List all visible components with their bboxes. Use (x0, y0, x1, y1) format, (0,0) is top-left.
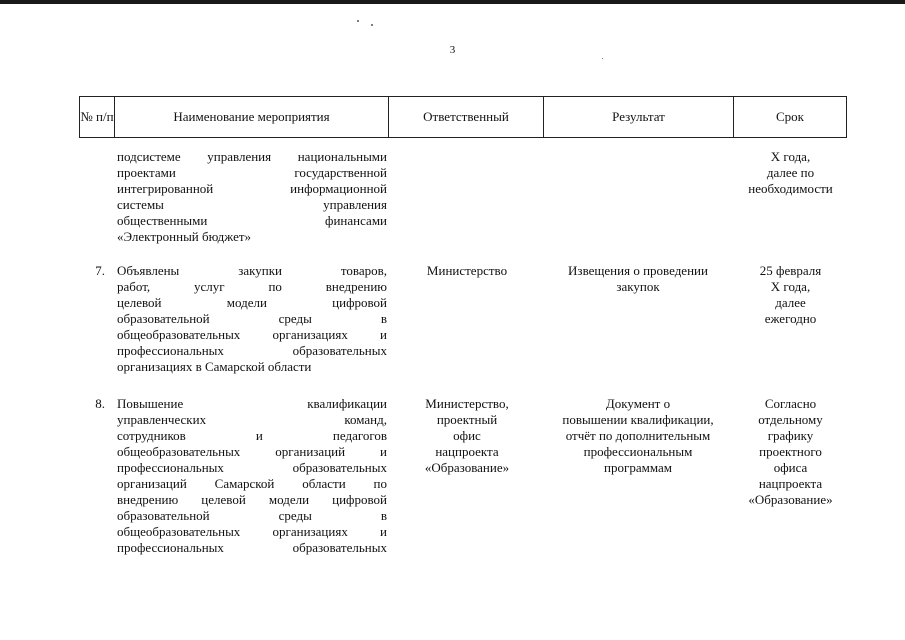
text-line: Министерство (426, 263, 508, 278)
text-line: профессиональным (583, 444, 693, 459)
text-line: сотрудников и педагогов (117, 428, 387, 443)
text-line: образовательной среды в (117, 311, 387, 326)
responsible-cell (400, 396, 534, 476)
text-line: отдельному (758, 412, 823, 427)
text-line: повышении квалификации, (562, 412, 714, 427)
scan-top-border (0, 0, 905, 4)
activity-cell (117, 263, 387, 375)
text-line: подсистеме управления национальными (117, 149, 387, 164)
text-line: Согласно (764, 396, 817, 411)
term-cell (734, 149, 847, 197)
row-number: 7. (95, 263, 105, 278)
text-line: необходимости (748, 181, 833, 196)
text-line: общеобразовательных организациях и (117, 524, 387, 539)
scan-speck (602, 58, 603, 59)
text-line: «Образование» (748, 492, 833, 507)
text-line: Х года, (770, 149, 811, 164)
text-line: общеобразовательных организациях и (117, 327, 387, 342)
header-number: № п/п (79, 96, 115, 138)
result-cell (545, 263, 731, 295)
header-responsible: Ответственный (389, 96, 544, 138)
text-line: внедрению целевой модели цифровой (117, 492, 387, 507)
text-line: нацпроекта (435, 444, 499, 459)
text-line: программам (604, 460, 672, 475)
text-line: общеобразовательных организаций и (117, 444, 387, 459)
text-line: «Образование» (424, 460, 510, 475)
text-line: офис (453, 428, 481, 443)
text-line: профессиональных образовательных (117, 343, 387, 358)
text-line: офиса (773, 460, 808, 475)
text-line: далее по (766, 165, 815, 180)
text-line: Документ о (605, 396, 671, 411)
text-line: графику (767, 428, 814, 443)
text-line: целевой модели цифровой (117, 295, 387, 310)
result-cell (545, 396, 731, 476)
text-line: Х года, (770, 279, 811, 294)
text-line: проектный (436, 412, 498, 427)
header-result: Результат (544, 96, 734, 138)
text-line: Повышение квалификации (117, 396, 387, 411)
scan-speck (357, 20, 359, 22)
text-line: профессиональных образовательных (117, 460, 387, 475)
text-line: интегрированной информационной (117, 181, 387, 196)
activity-cell (117, 149, 387, 245)
text-line: общественными финансами (117, 213, 387, 228)
header-term: Срок (734, 96, 847, 138)
text-line: Объявлены закупки товаров, (117, 263, 387, 278)
text-line: ежегодно (764, 311, 817, 326)
text-line: проектами государственной (117, 165, 387, 180)
text-line: 25 февраля (759, 263, 822, 278)
text-line: профессиональных образовательных (117, 540, 387, 555)
term-cell (734, 263, 847, 327)
text-line: управленческих команд, (117, 412, 387, 427)
page-number: 3 (449, 44, 456, 56)
activity-cell (117, 396, 387, 556)
text-line: Извещения о проведении (568, 263, 708, 278)
header-activity: Наименование мероприятия (115, 96, 389, 138)
text-line: работ, услуг по внедрению (117, 279, 387, 294)
scan-speck (371, 24, 373, 26)
text-line: организаций Самарской области по (117, 476, 387, 491)
text-line: проектного (759, 444, 822, 459)
text-line: организациях в Самарской области (117, 359, 312, 374)
text-line: образовательной среды в (117, 508, 387, 523)
text-line: нацпроекта (758, 476, 823, 491)
term-cell (734, 396, 847, 508)
text-line: закупок (616, 279, 660, 294)
text-line: отчёт по дополнительным (565, 428, 711, 443)
text-line: системы управления (117, 197, 387, 212)
row-number: 8. (95, 396, 105, 411)
text-line: Министерство, (425, 396, 509, 411)
text-line: далее (775, 295, 806, 310)
text-line: «Электронный бюджет» (117, 229, 252, 244)
responsible-cell (400, 263, 534, 279)
